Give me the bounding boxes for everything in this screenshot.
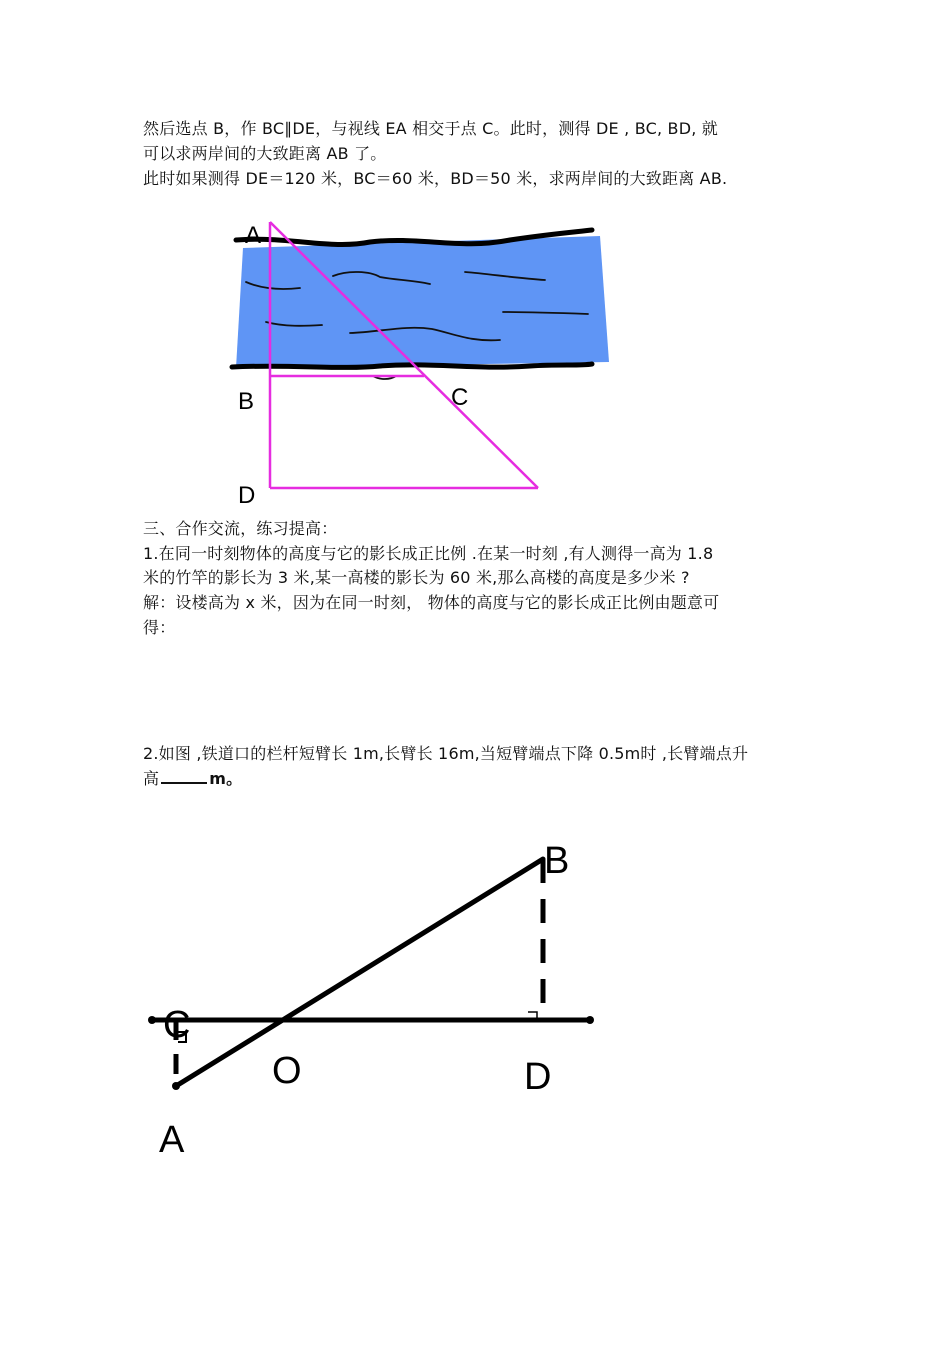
question-1-line-2: 米的竹竿的影长为 3 米,某一高楼的影长为 60 米,那么高楼的高度是多少米 ? [143,568,690,587]
solution-line-2: 得： [143,618,176,637]
river-figure [232,222,609,509]
paragraph-line-2: 可以求两岸间的大致距离 AB 了。 [143,144,387,163]
question-2-line-1: 2.如图 ,铁道口的栏杆短臂长 1m,长臂长 16m,当短臂端点下降 0.5m时 ,长臂端点升 [143,744,749,763]
paragraph-line-1: 然后选点 B，作 BC∥DE，与视线 EA 相交于点 C。此时，测得 DE , BC, BD, 就 [143,119,719,138]
question-2-prefix: 高 [143,769,160,788]
question-1-line-1: 1.在同一时刻物体的高度与它的影长成正比例 .在某一时刻 ,有人测得一高为 1.8 [143,544,714,563]
lever-figure [148,840,594,1161]
figure1-label-c: C [451,384,469,411]
question-2-suffix: m。 [209,769,243,788]
figure2-label-b: B [544,840,570,882]
river-water [236,236,609,368]
figure2-label-d: D [524,1056,552,1098]
figure2-label-o: O [272,1050,302,1092]
figure1-label-a: A [245,222,262,249]
figure1-label-b: B [238,388,255,415]
figure1-label-d: D [238,482,256,509]
solution-line-1: 解：设楼高为 x 米，因为在同一时刻， 物体的高度与它的影长成正比例由题意可 [143,593,720,612]
section-title: 三、合作交流，练习提高： [143,519,338,538]
lever-arm [176,859,543,1086]
figure2-label-a: A [159,1119,185,1161]
paragraph-line-3: 此时如果测得 DE＝120 米，BC＝60 米，BD＝50 米，求两岸间的大致距离 AB. [143,169,728,188]
figure2-label-c: C [163,1004,191,1046]
